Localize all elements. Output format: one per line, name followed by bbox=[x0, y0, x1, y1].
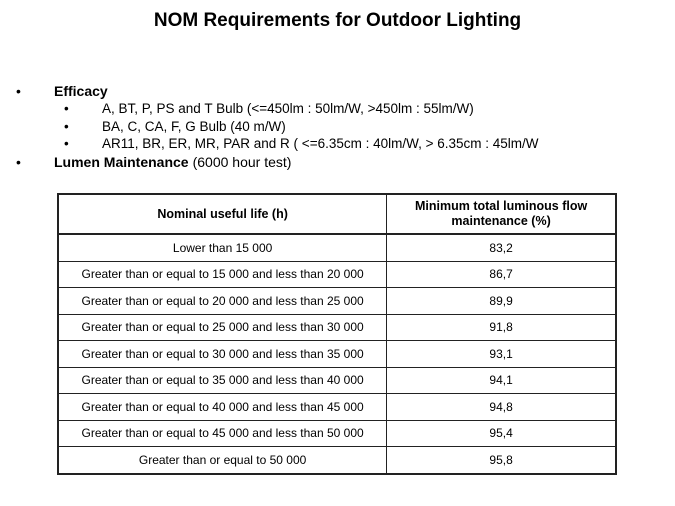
sub-bullet-dot: • bbox=[64, 101, 69, 116]
efficacy-item-text: A, BT, P, PS and T Bulb (<=450lm : 50lm/W, >450lm : 55lm/W) bbox=[102, 101, 474, 116]
table-row bbox=[58, 261, 616, 288]
efficacy-item bbox=[14, 100, 669, 118]
useful-life-cell: Lower than 15 000 bbox=[58, 234, 387, 261]
maintenance-cell: 83,2 bbox=[387, 234, 616, 261]
sub-bullet-dot: • bbox=[64, 118, 69, 134]
useful-life-cell: Greater than or equal to 20 000 and less than 25 000 bbox=[58, 288, 387, 315]
useful-life-cell: Greater than or equal to 25 000 and less than 30 000 bbox=[58, 314, 387, 341]
table-row bbox=[58, 314, 616, 341]
sub-bullet-dot: • bbox=[64, 136, 69, 151]
page-title: NOM Requirements for Outdoor Lighting bbox=[153, 10, 522, 31]
maintenance-cell: 89,9 bbox=[387, 288, 616, 315]
maintenance-cell: 94,8 bbox=[387, 394, 616, 421]
maintenance-cell: 95,8 bbox=[387, 447, 616, 474]
useful-life-cell: Greater than or equal to 40 000 and less than 45 000 bbox=[58, 394, 387, 421]
requirements-table bbox=[57, 193, 617, 475]
lumen-maintenance-note: (6000 hour test) bbox=[192, 153, 292, 170]
bullet-dot: • bbox=[16, 83, 21, 99]
efficacy-item-text: AR11, BR, ER, MR, PAR and R ( <=6.35cm : 40lm/W, > 6.35cm : 45lm/W bbox=[102, 136, 539, 151]
useful-life-cell: Greater than or equal to 50 000 bbox=[58, 447, 387, 474]
table-row bbox=[58, 394, 616, 421]
table-row bbox=[58, 420, 616, 447]
bullet-list bbox=[14, 82, 669, 171]
efficacy-item bbox=[14, 135, 669, 153]
table-row bbox=[58, 341, 616, 368]
useful-life-cell: Greater than or equal to 45 000 and less than 50 000 bbox=[58, 420, 387, 447]
bullet-efficacy bbox=[14, 82, 669, 100]
useful-life-cell: Greater than or equal to 35 000 and less than 40 000 bbox=[58, 367, 387, 394]
bullet-lumen-maintenance bbox=[14, 153, 669, 171]
table-header-row bbox=[58, 194, 616, 234]
useful-life-cell: Greater than or equal to 15 000 and less than 20 000 bbox=[58, 261, 387, 288]
table-row bbox=[58, 367, 616, 394]
useful-life-cell: Greater than or equal to 30 000 and less than 35 000 bbox=[58, 341, 387, 368]
header-useful-life: Nominal useful life (h) bbox=[58, 194, 387, 234]
maintenance-cell: 86,7 bbox=[387, 261, 616, 288]
table-row bbox=[58, 234, 616, 261]
maintenance-cell: 94,1 bbox=[387, 367, 616, 394]
header-flow-maintenance: Minimum total luminous flow maintenance (%) bbox=[387, 194, 616, 234]
efficacy-item bbox=[14, 118, 669, 136]
requirements-table-wrapper bbox=[57, 193, 617, 466]
maintenance-cell: 91,8 bbox=[387, 314, 616, 341]
maintenance-cell: 93,1 bbox=[387, 341, 616, 368]
efficacy-item-text: BA, C, CA, F, G Bulb (40 m/W) bbox=[102, 118, 286, 134]
table-row bbox=[58, 447, 616, 474]
lumen-maintenance-label: Lumen Maintenance bbox=[54, 153, 189, 170]
bullet-dot: • bbox=[16, 153, 21, 170]
maintenance-cell: 95,4 bbox=[387, 420, 616, 447]
table-row bbox=[58, 288, 616, 315]
efficacy-label: Efficacy bbox=[54, 83, 108, 99]
